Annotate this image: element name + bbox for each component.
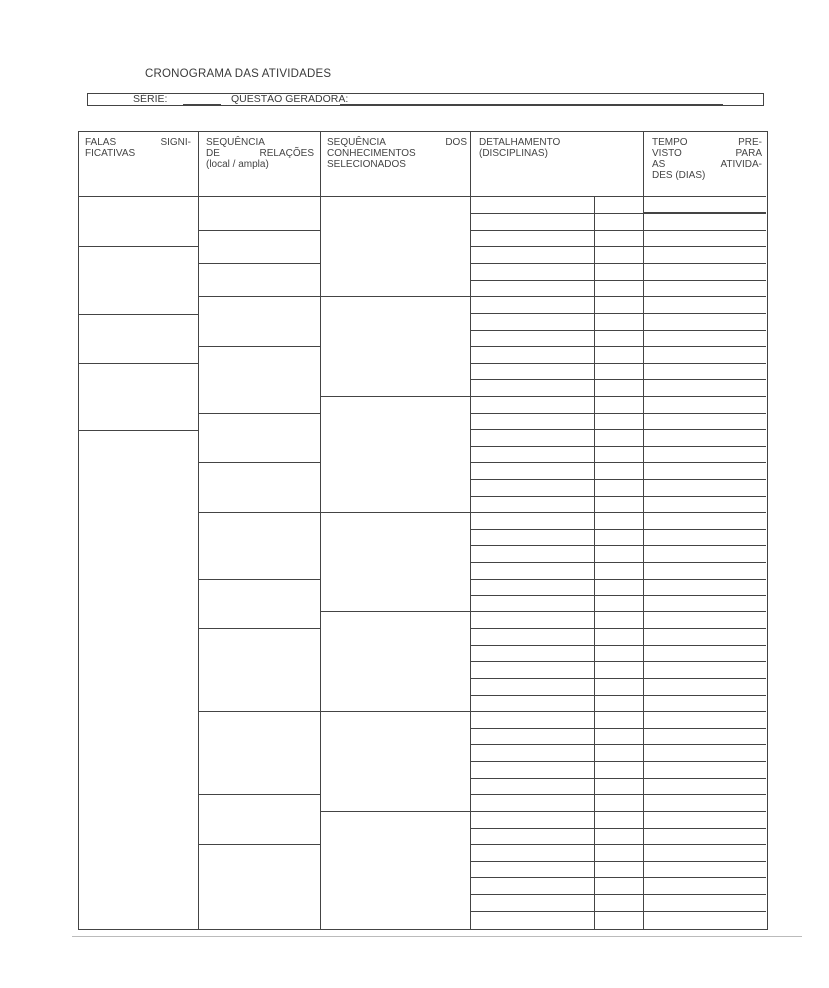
- row-line: [470, 413, 766, 414]
- row-line: [198, 794, 320, 795]
- row-line: [470, 645, 766, 646]
- row-line: [198, 711, 320, 712]
- row-line: [470, 861, 766, 862]
- col-divider: [470, 132, 471, 929]
- row-line: [198, 628, 320, 629]
- row-line: [470, 844, 766, 845]
- row-line: [320, 396, 470, 397]
- header-sequencia-conhecimentos: SEQUÊNCIA DOS CONHECIMENTOS SELECIONADOS: [327, 137, 467, 170]
- questao-label: QUESTÃO GERADORA:: [231, 93, 349, 105]
- questao-blank: [340, 104, 723, 105]
- row-line: [79, 246, 198, 247]
- row-line: [470, 811, 766, 812]
- row-line: [470, 761, 766, 762]
- row-line: [470, 429, 766, 430]
- row-line: [470, 230, 766, 231]
- row-line: [470, 911, 766, 912]
- row-line: [470, 363, 766, 364]
- row-line: [320, 611, 470, 612]
- row-line: [470, 379, 766, 380]
- row-line: [470, 695, 766, 696]
- page-bottom-line: [72, 936, 802, 937]
- row-line: [470, 545, 766, 546]
- row-line: [320, 296, 470, 297]
- row-line: [198, 346, 320, 347]
- row-line: [198, 462, 320, 463]
- row-line: [198, 844, 320, 845]
- row-line: [470, 446, 766, 447]
- row-line: [470, 479, 766, 480]
- row-line: [198, 512, 320, 513]
- row-line: [198, 413, 320, 414]
- row-line: [320, 711, 470, 712]
- header-detalhamento: DETALHAMENTO (DISCIPLINAS): [479, 137, 561, 159]
- serie-questao-box: [87, 93, 764, 106]
- header-sequencia-relacoes: SEQUÊNCIA DE RELAÇÕES (local / ampla): [206, 137, 314, 170]
- row-line: [470, 280, 766, 281]
- row-line: [470, 877, 766, 878]
- row-line: [470, 296, 766, 297]
- row-line: [470, 462, 766, 463]
- serie-label: SÉRIE:: [133, 93, 168, 105]
- row-line: [470, 595, 766, 596]
- header-tempo: TEMPO PRE- VISTO PARA AS ATIVIDA- DES (DIAS): [652, 137, 762, 181]
- row-line: [198, 579, 320, 580]
- row-line: [470, 529, 766, 530]
- row-line: [198, 263, 320, 264]
- row-line: [320, 811, 470, 812]
- row-line: [470, 246, 766, 247]
- row-line: [470, 512, 766, 513]
- row-line: [470, 313, 766, 314]
- row-line: [470, 828, 766, 829]
- row-line: [470, 611, 766, 612]
- row-line: [198, 230, 320, 231]
- row-line: [470, 711, 766, 712]
- serie-blank: [183, 104, 221, 105]
- row-line: [470, 330, 766, 331]
- row-line: [470, 396, 766, 397]
- row-line: [470, 894, 766, 895]
- row-line: [470, 213, 766, 214]
- row-line: [470, 628, 766, 629]
- row-line: [198, 296, 320, 297]
- row-line: [320, 512, 470, 513]
- col-divider: [320, 132, 321, 929]
- row-line: [470, 562, 766, 563]
- row-line: [470, 678, 766, 679]
- row-line: [470, 579, 766, 580]
- row-line: [470, 346, 766, 347]
- row-line: [470, 496, 766, 497]
- document-title: CRONOGRAMA DAS ATIVIDADES: [145, 68, 332, 80]
- header-falas: FALAS SIGNI- FICATIVAS: [85, 137, 191, 159]
- schedule-table: [78, 131, 768, 930]
- row-line: [470, 263, 766, 264]
- row-line: [79, 314, 198, 315]
- row-line: [470, 778, 766, 779]
- col-divider: [643, 132, 644, 929]
- row-line: [79, 363, 198, 364]
- row-line: [470, 728, 766, 729]
- col-divider: [198, 132, 199, 929]
- row-line: [470, 661, 766, 662]
- row-line: [470, 744, 766, 745]
- row-line: [79, 430, 198, 431]
- row-line: [470, 794, 766, 795]
- header-bottom-line: [79, 196, 766, 197]
